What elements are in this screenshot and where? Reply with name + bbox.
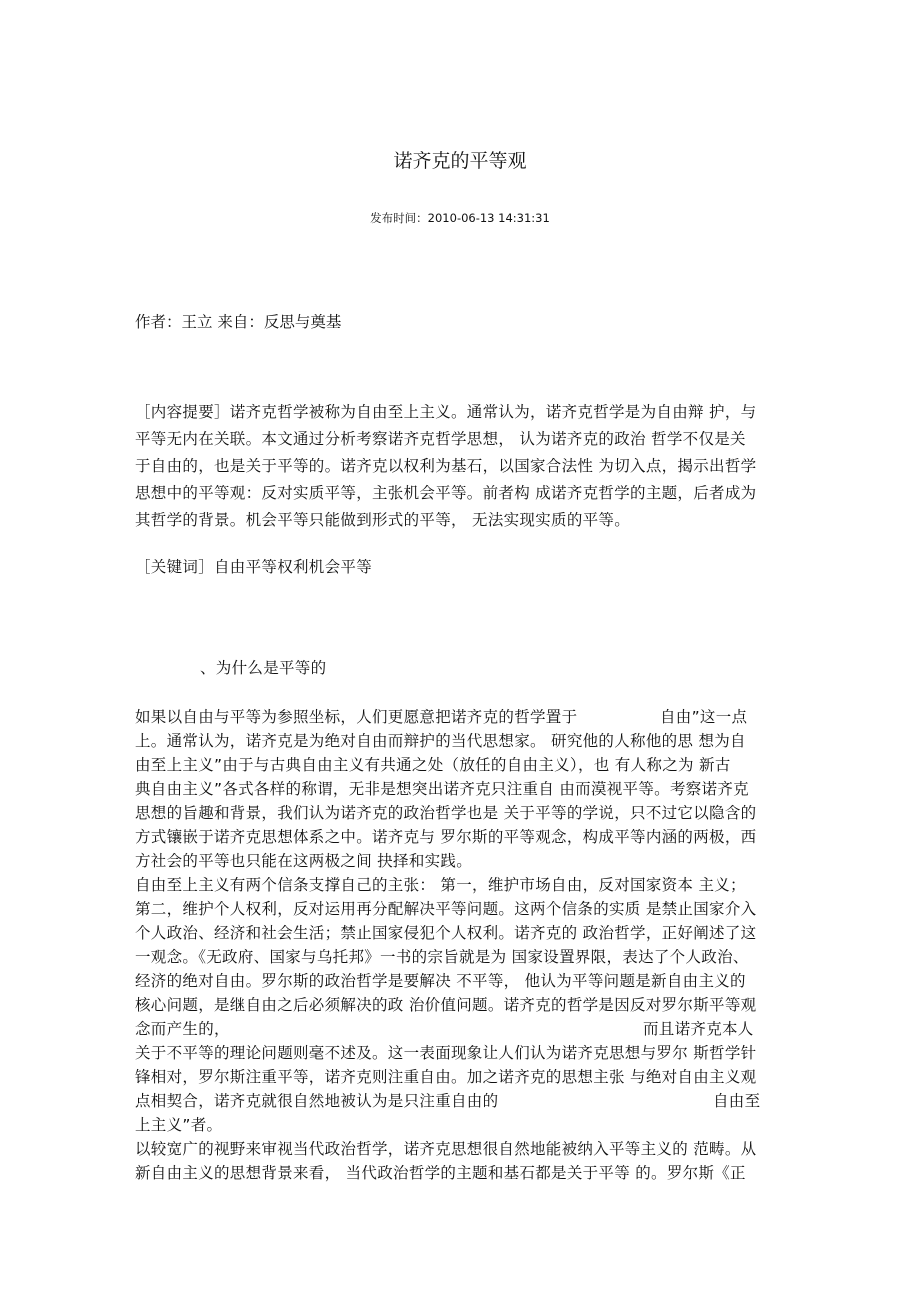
body-line: 第二，维护个人权利，反对运用再分配解决平等问题。这两个信条的实质 是禁止国家介入 [135,900,757,918]
body-line: 上。通常认为，诺齐克是为绝对自由而辩护的当代思想家。 研究他的人称他的思 想为自 [135,732,746,750]
body-segment: 如果以自由与平等为参照坐标，人们更愿意把诺齐克的哲学置于 [135,708,578,726]
abstract-line: 思想中的平等观：反对实质平等，主张机会平等。前者构 成诺齐克哲学的主题，后者成为 [135,484,757,502]
body-line: 核心问题，是继自由之后必须解决的政 治价值问题。诺齐克的哲学是因反对罗尔斯平等观 [135,996,757,1014]
body-line: 方社会的平等也只能在这两极之间 抉择和实践。 [135,852,473,870]
abstract-line: 平等无内在关联。本文通过分析考察诺齐克哲学思想， 认为诺齐克的政治 哲学不仅是关 [135,430,746,448]
body-line: 新自由主义的思想背景来看， 当代政治哲学的主题和基石都是关于平等 的。罗尔斯《正 [135,1164,746,1182]
body-segment: 而且诺齐克本人 [643,1020,754,1038]
body-line: 以较宽广的视野来审视当代政治哲学，诺齐克思想很自然地能被纳入平等主义的 范畴。从 [135,1140,757,1158]
abstract-line: 其哲学的背景。机会平等只能做到形式的平等， 无法实现实质的平等。 [135,511,631,529]
author-line: 作者：王立 来自：反思与奠基 [135,313,342,331]
body-line: 关于不平等的理论问题则毫不述及。这一表面现象让人们认为诺齐克思想与罗尔 斯哲学针 [135,1044,757,1062]
body-segment: 念而产生的， [135,1020,230,1038]
body-segment: 点相契合，诺齐克就很自然地被认为是只注重自由的 [135,1092,499,1110]
body-line [135,1089,761,1111]
body-segment: 自由至 [713,1092,761,1110]
section-heading: 、为什么是平等的 [200,659,327,677]
body-line: 自由至上主义有两个信条支撑自己的主张： 第一，维护市场自由，反对国家资本 主义； [135,876,746,894]
body-line: 个人政治、经济和社会生活；禁止国家侵犯个人权利。诺齐克的 政治哲学，正好阐述了这 [135,924,757,942]
body-line: 上主义”者。 [135,1116,223,1134]
abstract-line: ［内容提要］诺齐克哲学被称为自由至上主义。通常认为，诺齐克哲学是为自由辩 护，与 [135,403,757,421]
body-segment: 自由”这一点 [660,708,748,726]
body-line: 一观念。《无政府、国家与乌托邦》一书的宗旨就是为 国家设置界限，表达了个人政治、 [135,948,749,966]
body-line: 思想的旨趣和背景，我们认为诺齐克的政治哲学也是 关于平等的学说，只不过它以隐含的 [135,804,757,822]
abstract-line: 于自由的，也是关于平等的。诺齐克以权利为基石，以国家合法性 为切入点，揭示出哲学 [135,457,757,475]
body-line: 经济的绝对自由。罗尔斯的政治哲学是要解决 不平等， 他认为平等问题是新自由主义的 [135,972,746,990]
body-line [135,1017,754,1039]
body-line: 方式镶嵌于诺齐克思想体系之中。诺齐克与 罗尔斯的平等观念，构成平等内涵的两极，西 [135,828,757,846]
keywords: ［关键词］自由平等权利机会平等 [135,558,373,576]
body-line: 锋相对，罗尔斯注重平等，诺齐克则注重自由。加之诺齐克的思想主张 与绝对自由主义观 [135,1068,757,1086]
body-line: 由至上主义”由于与古典自由主义有共通之处（放任的自由主义），也 有人称之为 新古 [135,756,731,774]
body-line [135,705,748,727]
document-title: 诺齐克的平等观 [393,150,527,172]
publish-time: 发布时间：2010-06-13 14:31:31 [370,211,550,225]
body-line: 典自由主义”各式各样的称谓，无非是想突出诺齐克只注重自 由而漠视平等。考察诺齐克 [135,780,749,798]
